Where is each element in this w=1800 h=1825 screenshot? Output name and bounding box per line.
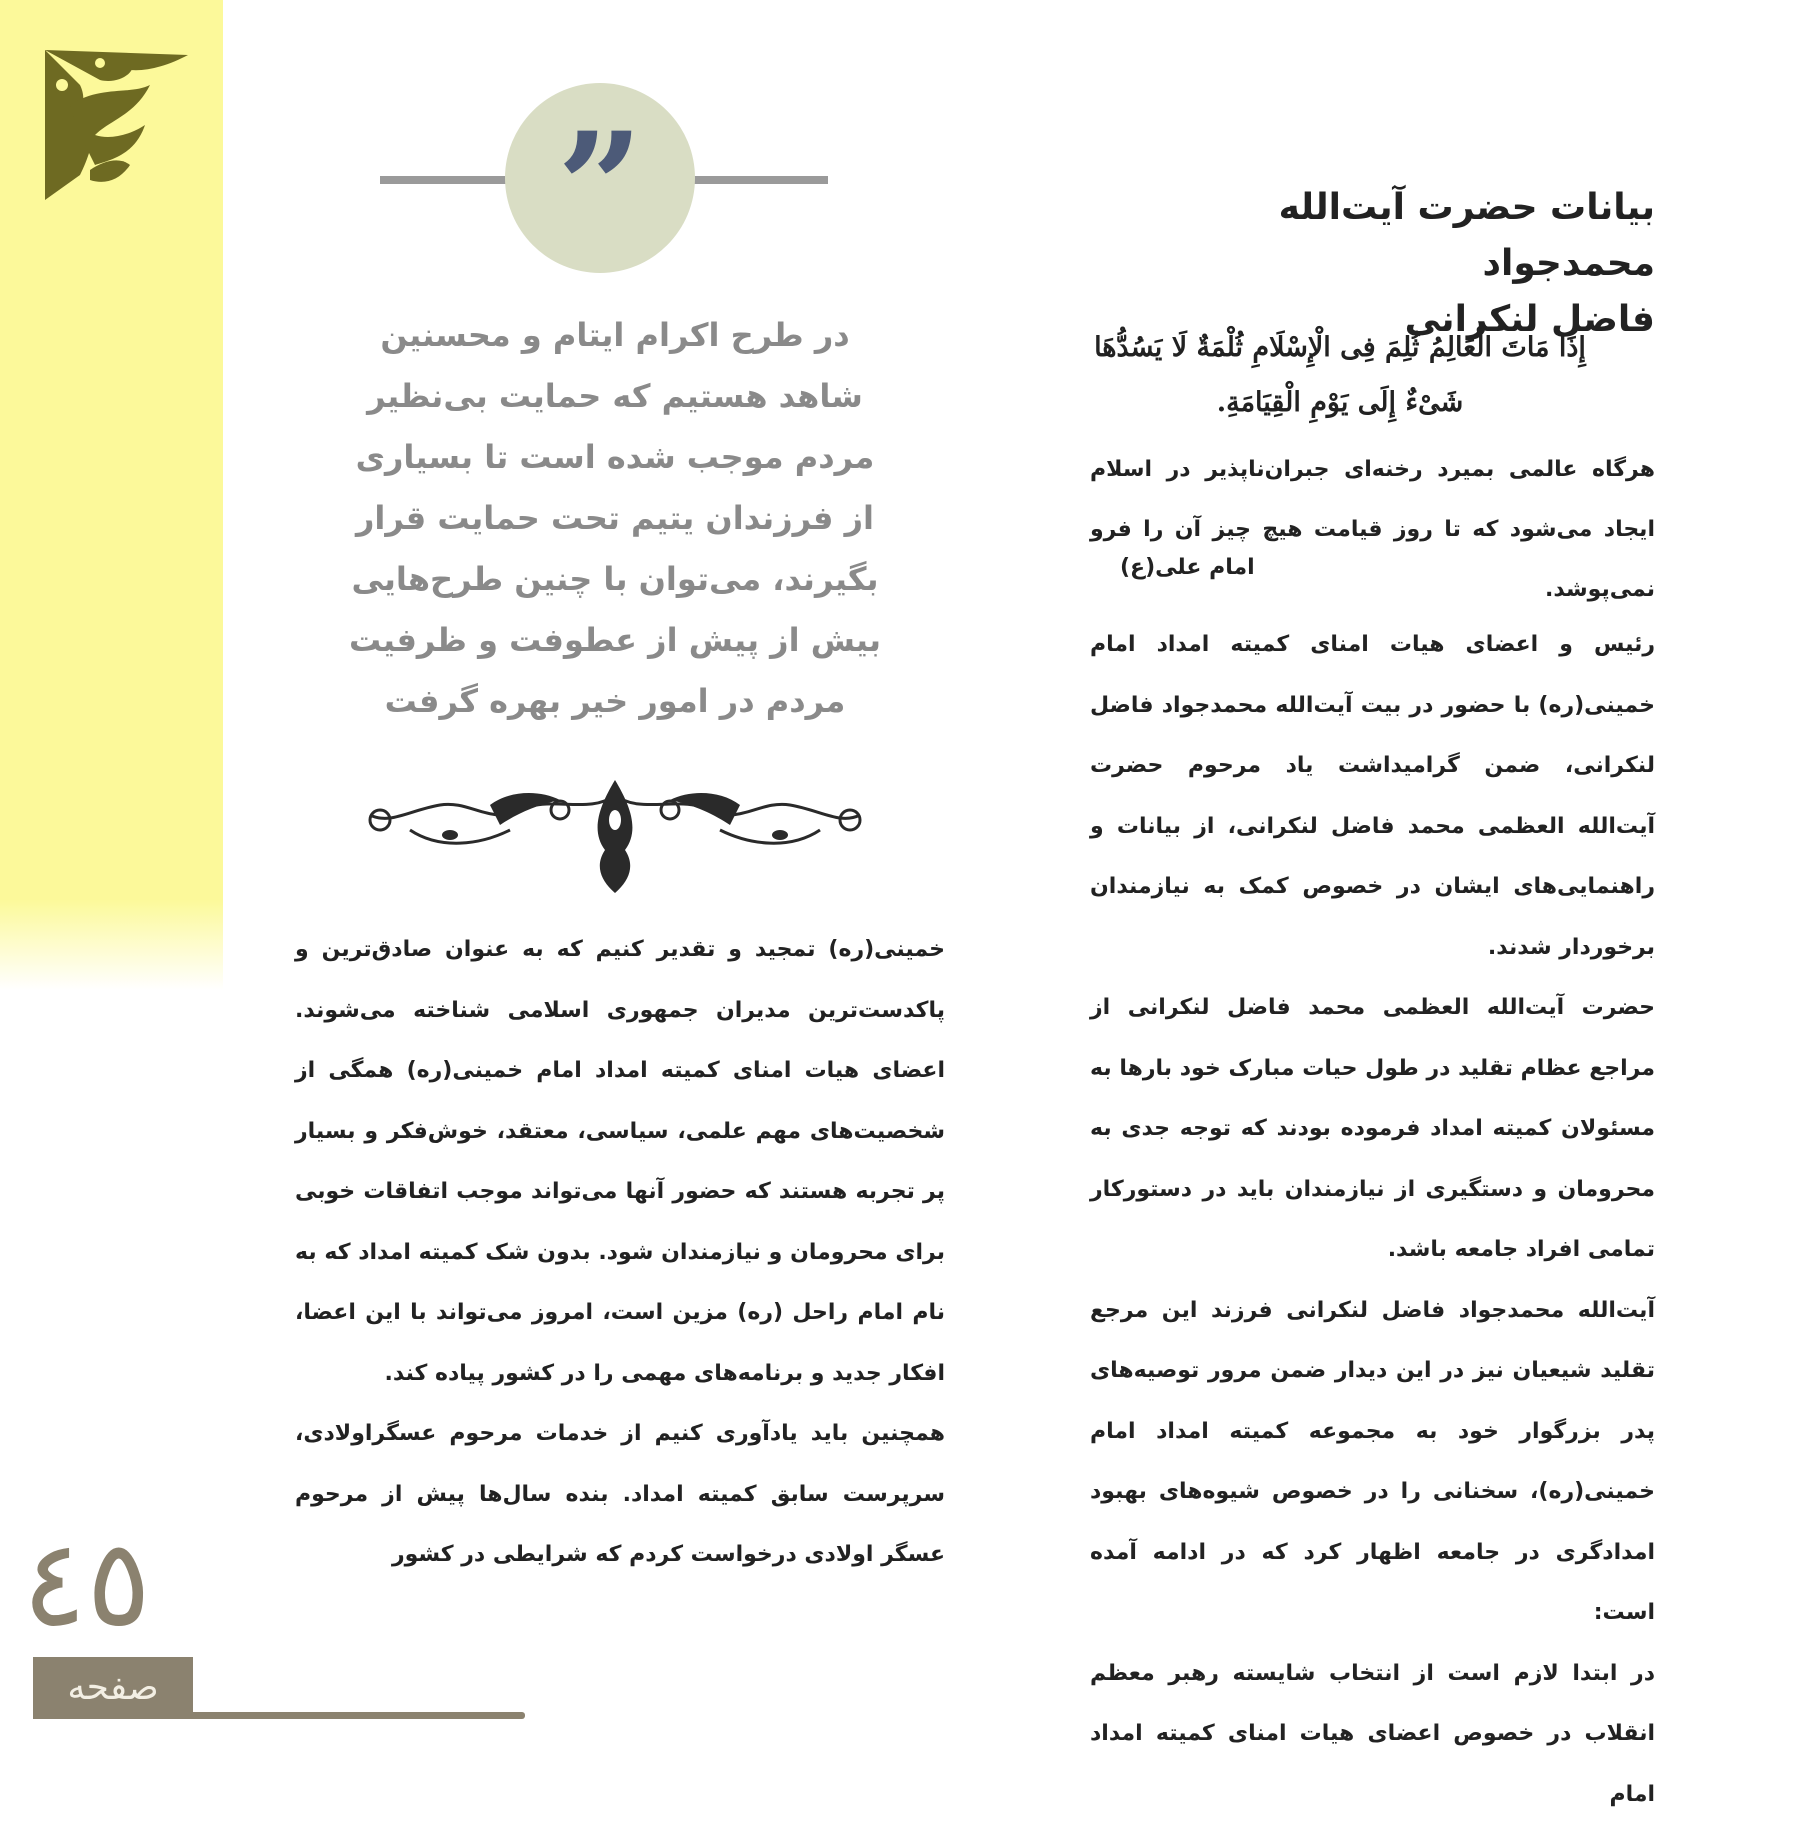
page-label: صفحه xyxy=(33,1657,193,1719)
left-paragraph-2: همچنین باید یادآوری کنیم از خدمات مرحوم عسگراولادی، سرپرست سابق کمیته امداد. بنده سال‌ها پیش از مرحوم عسگر اولادی درخواست کردم که شرایطی در کشور xyxy=(295,1404,945,1586)
headline-line-2: فاضل لنکرانی xyxy=(1095,292,1655,348)
left-paragraph-1: خمینی(ره) تمجید و تقدیر کنیم که به عنوان صادق‌ترین و پاکدست‌ترین مدیران جمهوری اسلامی شناخته می‌شوند. اعضای هیات امنای کمیته امداد امام خمینی(ره) همگی از شخصیت‌های مهم علمی، سیاسی، معتقد، خوش‌فکر و بسیار پر تجربه هستند که حضور آنها می‌تواند موجب اتفاقات خوبی برای محرومان و نیازمندان شود. بدون شک کمیته امداد که به نام امام راحل (ره) مزین است، امروز می‌تواند با این اعضا، افکار جدید و برنامه‌های مهمی را در کشور پیاده کند. xyxy=(295,920,945,1404)
floral-divider-icon xyxy=(350,775,880,895)
hadith-translation: هرگاه عالمی بمیرد رخنه‌ای جبران‌ناپذیر در اسلام ایجاد می‌شود که تا روز قیامت هیچ چیز آن را فرو نمی‌پوشد. xyxy=(1090,440,1655,620)
right-paragraph-1: رئیس و اعضای هیات امنای کمیته امداد امام خمینی(ره) با حضور در بیت آیت‌الله محمدجواد فاضل لنکرانی، ضمن گرامیداشت یاد مرحوم حضرت آیت‌الله العظمی محمد فاضل لنکرانی، از بیانات و راهنمایی‌های ایشان در خصوص کمک به نیازمندان برخوردار شدند. xyxy=(1090,615,1655,978)
headline-line-1: بیانات حضرت آیت‌الله محمدجواد xyxy=(1095,180,1655,292)
right-column xyxy=(1090,615,1655,1825)
quote-rule-right xyxy=(694,176,828,184)
corner-ornament-icon xyxy=(40,45,190,205)
right-paragraph-4: در ابتدا لازم است از انتخاب شایسته رهبر معظم انقلاب در خصوص اعضای هیات امنای کمیته امداد امام xyxy=(1090,1644,1655,1825)
page-number: ٤٥ xyxy=(22,1525,151,1645)
page-label-box xyxy=(33,1657,193,1719)
right-paragraph-2: حضرت آیت‌الله العظمی محمد فاضل لنکرانی از مراجع عظام تقلید در طول حیات مبارک خود بارها به مسئولان کمیته امداد فرموده بودند که توجه جدی به محرومان و دستگیری از نیازمندان باید در دستورکار تمامی افراد جامعه باشد. xyxy=(1090,978,1655,1281)
right-paragraph-3: آیت‌الله محمدجواد فاضل لنکرانی فرزند این مرجع تقلید شیعیان نیز در این دیدار ضمن مرور توصیه‌های پدر بزرگوار خود به مجموعه کمیته امداد امام خمینی(ره)، سخنانی را در خصوص شیوه‌های بهبود امدادگری در جامعه اظهار کرد که در ادامه آمده است: xyxy=(1090,1281,1655,1644)
page-underline xyxy=(160,1712,525,1719)
quote-circle xyxy=(505,83,695,273)
hadith-line-2: شَیْ‌ءٌ إِلَی یَوْمِ الْقِیَامَةِ. xyxy=(1080,375,1600,430)
pull-quote: در طرح اکرام ایتام و محسنین شاهد هستیم که حمایت بی‌نظیر مردم موجب شده است تا بسیاری از فرزندان یتیم تحت حمایت قرار بگیرند، می‌توان با چنین طرح‌هایی بیش از پیش از عطوفت و ظرفیت مردم در امور خیر بهره گرفت xyxy=(345,305,885,732)
quote-rule-left xyxy=(380,176,506,184)
hadith-arabic xyxy=(1080,320,1600,430)
left-column xyxy=(295,920,945,1586)
hadith-line-1: إِذَا مَاتَ الْعَالِمُ ثُلِمَ فِی الْإِسْلَامِ ثُلْمَةٌ لَا یَسُدُّهَا xyxy=(1080,320,1600,375)
sidebar-fade xyxy=(0,900,223,990)
quote-mark-icon: ” xyxy=(505,93,695,283)
hadith-attribution: امام علی(ع) xyxy=(1120,555,1255,580)
